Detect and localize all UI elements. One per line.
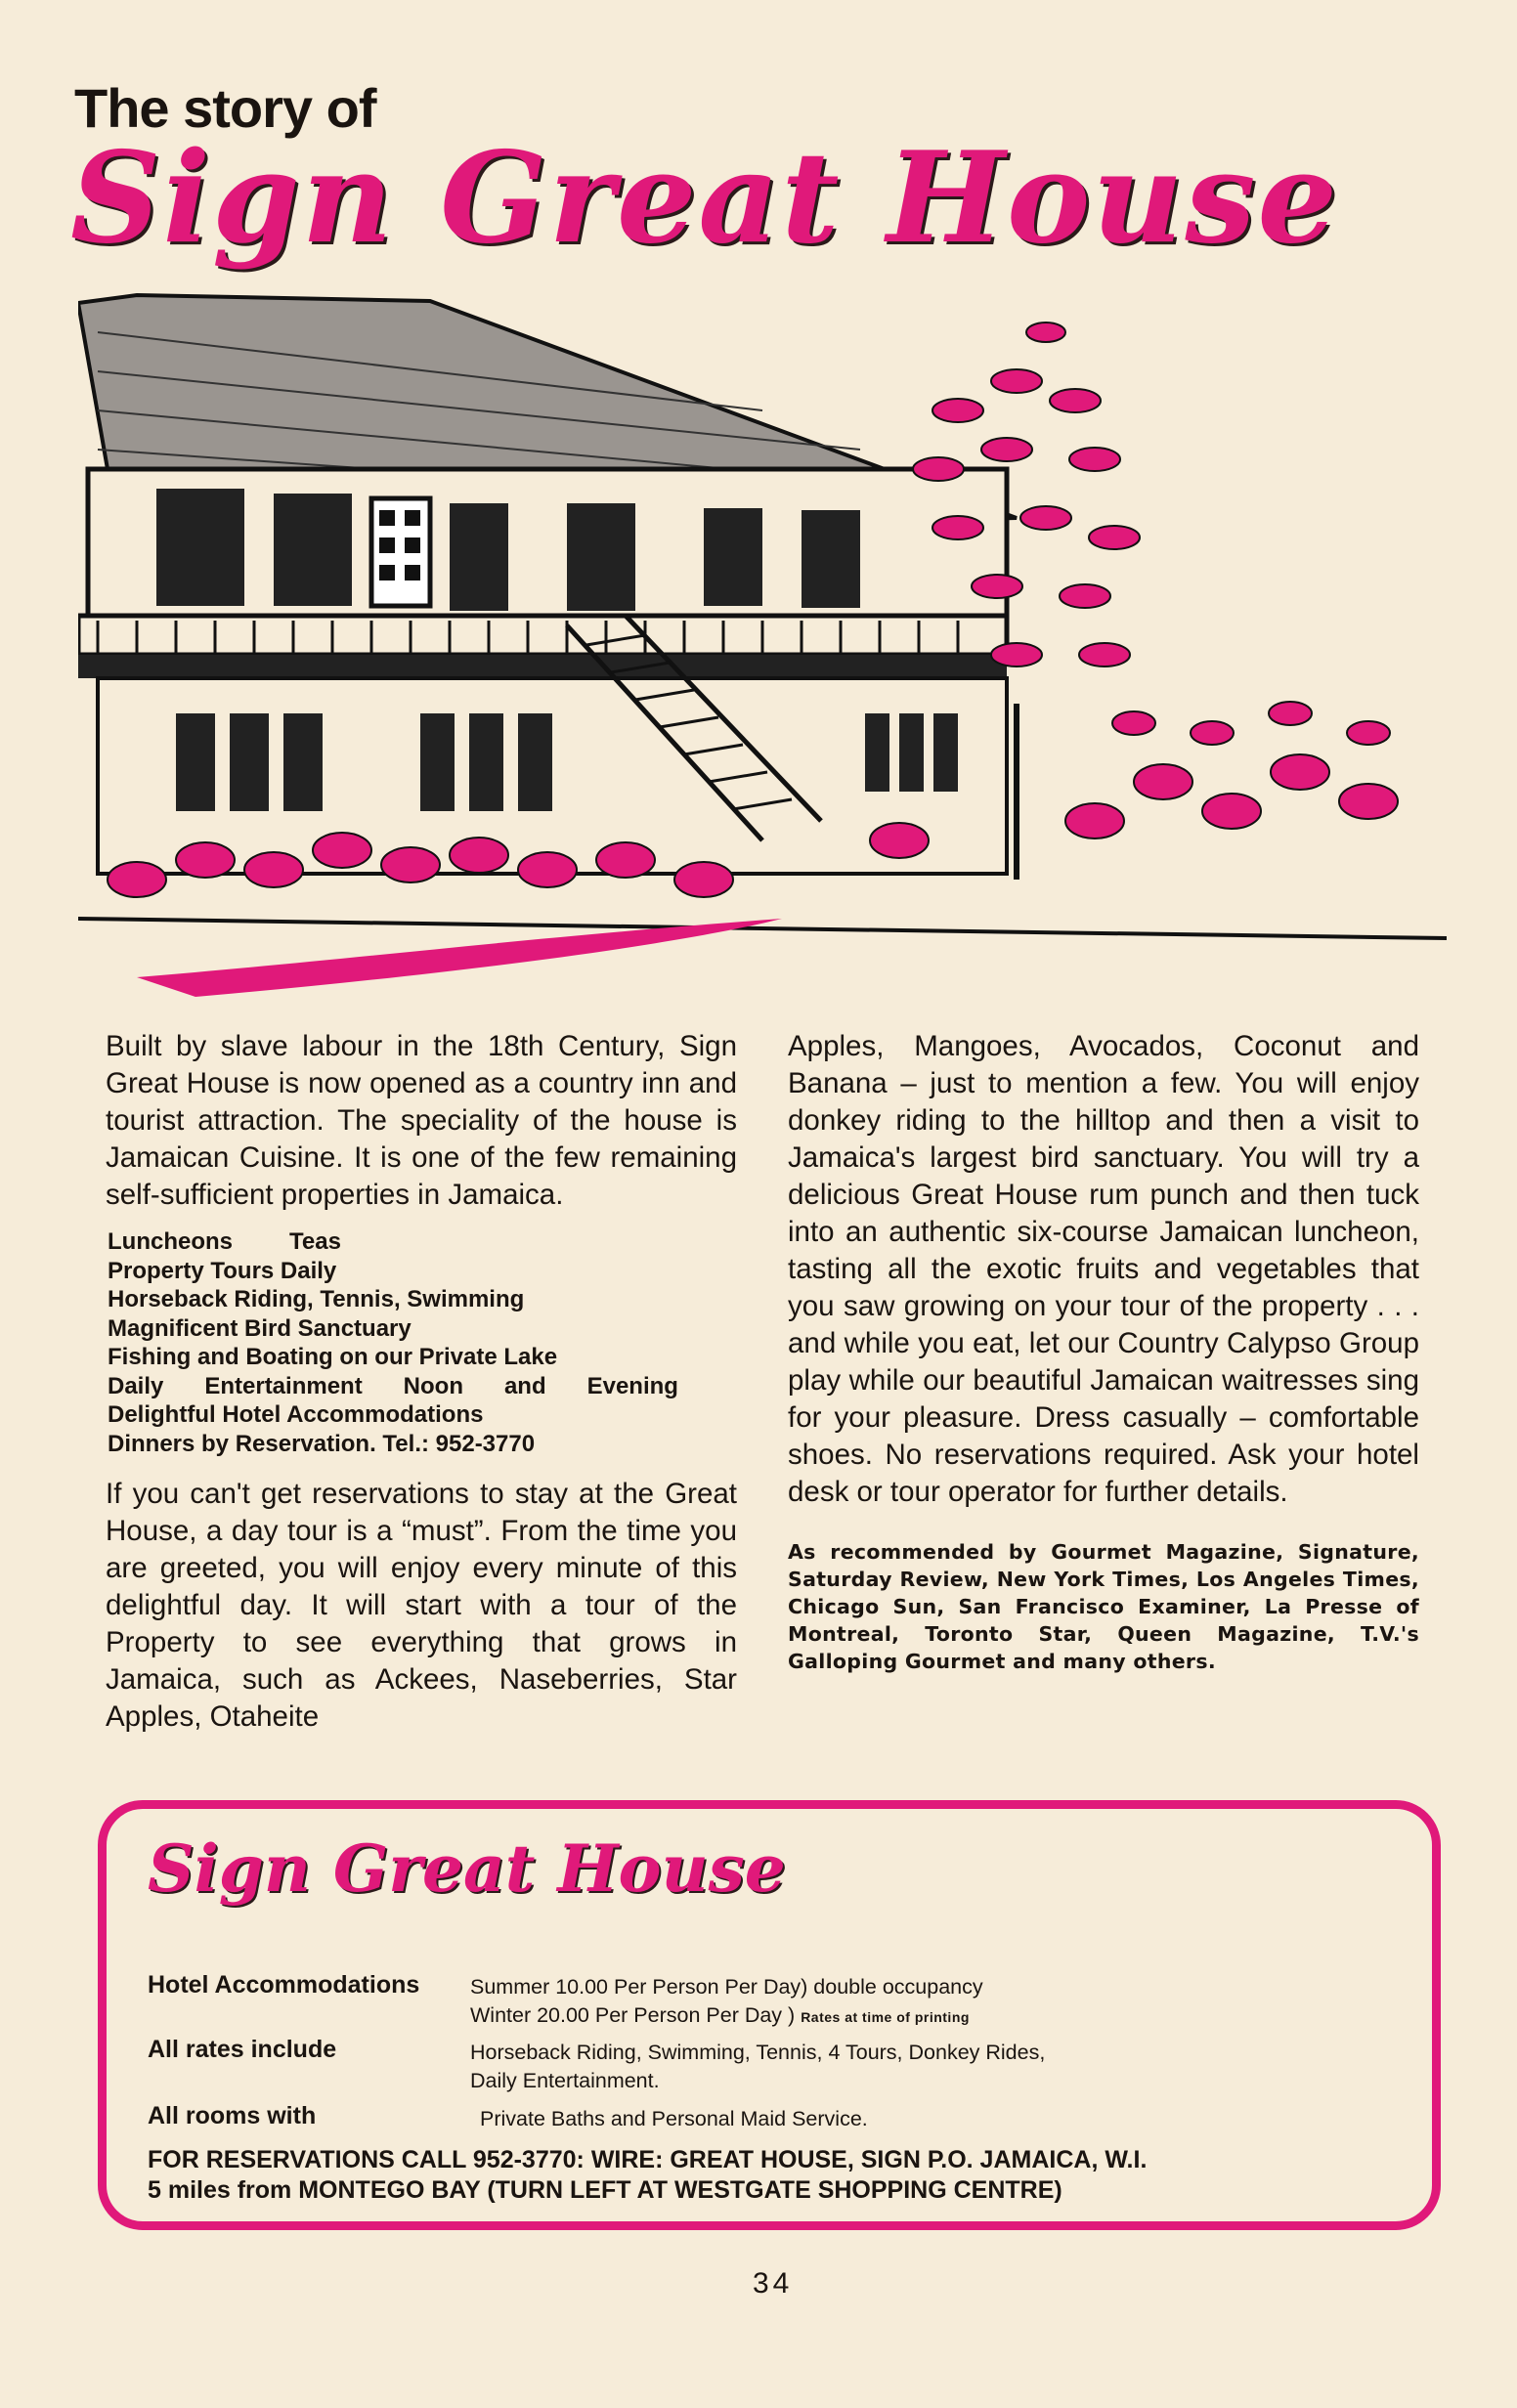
- amenity-word: Noon: [403, 1372, 463, 1399]
- amenity-word: and: [503, 1372, 546, 1399]
- info-box: [98, 1800, 1441, 2230]
- summer-rate: Summer 10.00 Per Person Per Day) double occupancy: [470, 1975, 983, 1999]
- pre-title: The story of: [74, 77, 376, 139]
- amenity-item: [108, 1372, 678, 1401]
- amenity-luncheons: Luncheons: [108, 1228, 234, 1255]
- rates-include-line-2: Daily Entertainment.: [470, 2069, 660, 2092]
- rooms-with-label: All rooms with: [148, 2102, 317, 2129]
- rooms-with-value: Private Baths and Personal Maid Service.: [480, 2107, 868, 2130]
- continued-paragraph: Apples, Mangoes, Avocados, Coconut and Banana – just to mention a few. You will enjoy donkey riding to the hilltop and then a visit to Jamaica's largest bird sanctuary. You will try a delicious Great House rum punch and then tuck into an authentic six-course Jamaican luncheon, tasting all the exotic fruits and vegetables that you saw growing on your tour of the property . . . and while you eat, let our Country Calypso Group play while our beautiful Jamaican waitresses sing for your pleasure. Dress casually – comfortable shoes. No reservations required. Ask your hotel desk or tour operator for further details.: [788, 1030, 1419, 1508]
- amenity-item: Dinners by Reservation. Tel.: 952-3770: [108, 1430, 536, 1457]
- rates-include-label: All rates include: [148, 2036, 337, 2063]
- hotel-accommodations-label: Hotel Accommodations: [148, 1971, 420, 1999]
- right-column: [788, 1028, 1419, 1675]
- page-number: 34: [753, 2267, 794, 2300]
- amenity-word: Daily: [108, 1372, 164, 1399]
- recommended-by: As recommended by Gourmet Magazine, Signature, Saturday Review, New York Times, Los Angeles Times, Chicago Sun, San Francisco Examiner, La Presse of Montreal, Toronto Star, Queen Magazine, T.V.'s Galloping Gourmet and many others.: [788, 1540, 1419, 1673]
- amenity-item: Property Tours Daily: [108, 1257, 337, 1284]
- reservation-footer: [148, 2145, 1147, 2206]
- page-title: Sign Great House: [70, 125, 1339, 272]
- reservation-line-2: 5 miles from MONTEGO BAY (TURN LEFT AT WESTGATE SHOPPING CENTRE): [148, 2176, 1062, 2204]
- amenity-word: Entertainment: [204, 1372, 363, 1399]
- day-tour-paragraph: If you can't get reservations to stay at the Great House, a day tour is a “must”. From the time you are greeted, you will enjoy every minute of this delightful day. It will start with a tour of the Property to see everything that grows in Jamaica, such as Ackees, Naseberries, Star Apples, Otaheite: [106, 1478, 737, 1733]
- amenities-list: [108, 1227, 737, 1458]
- amenity-item: Delightful Hotel Accommodations: [108, 1401, 484, 1428]
- rates-note: Rates at time of printing: [801, 2009, 970, 2025]
- amenity-item: Fishing and Boating on our Private Lake: [108, 1344, 558, 1370]
- reservation-line-1: FOR RESERVATIONS CALL 952-3770: WIRE: GREAT HOUSE, SIGN P.O. JAMAICA, W.I.: [148, 2146, 1148, 2173]
- winter-rate: Winter 20.00 Per Person Per Day ): [470, 2003, 796, 2027]
- winter-rate-line: [470, 2001, 970, 2032]
- house-illustration: [78, 293, 1447, 1016]
- amenity-word: Evening: [586, 1372, 678, 1399]
- amenity-item: Horseback Riding, Tennis, Swimming: [108, 1286, 525, 1312]
- amenity-item: Magnificent Bird Sanctuary: [108, 1314, 412, 1342]
- amenity-teas: Teas: [289, 1228, 341, 1255]
- intro-paragraph: Built by slave labour in the 18th Century, Sign Great House is now opened as a country inn and tourist attraction. The speciality of the house is Jamaican Cuisine. It is one of the few remaining self-sufficient properties in Jamaica.: [106, 1030, 737, 1211]
- amenity-item: [108, 1227, 737, 1257]
- left-column: [106, 1028, 737, 1736]
- rates-include-line-1: Horseback Riding, Swimming, Tennis, 4 Tours, Donkey Rides,: [470, 2041, 1046, 2064]
- info-box-title: Sign Great House: [148, 1830, 786, 1907]
